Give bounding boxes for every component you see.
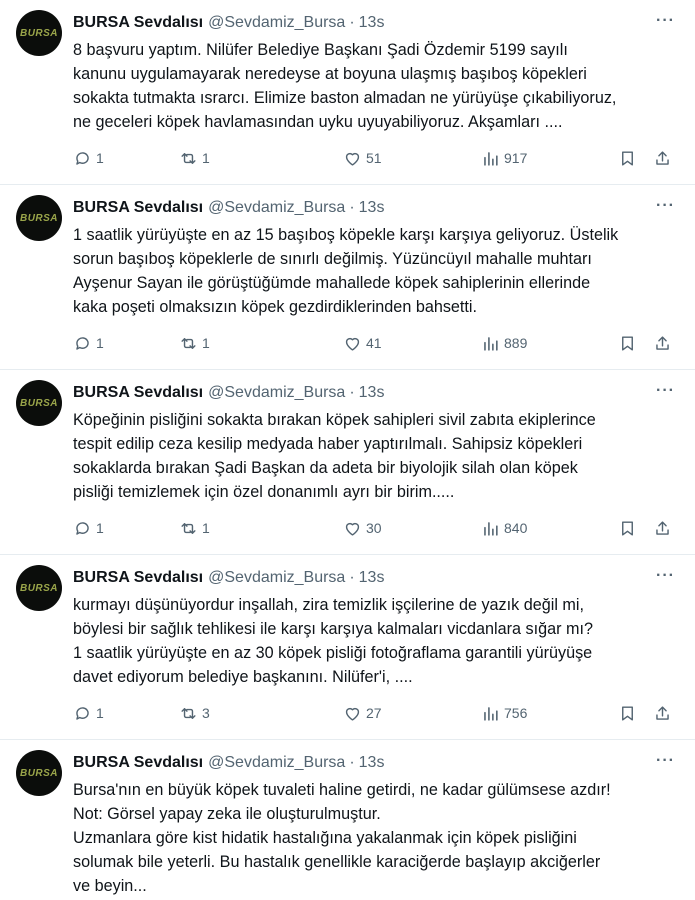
like-button[interactable] — [343, 146, 382, 170]
tweet-text: Bursa'nın en büyük köpek tuvaleti haline getirdi, ne kadar gülümsese azdır! Not: Görsel yapay zeka ile oluşturulmuştur. Uzmanlara göre kist hidatik hastalığına yakalanmak için köpek pisliğini solumak bile yeterli. Bu hastalık genellikle karaciğerde başlayıp akciğerler ve beyin... — [73, 781, 611, 895]
views-chart-icon — [481, 334, 500, 353]
user-handle[interactable]: @Sevdamiz_Bursa — [208, 569, 346, 586]
avatar[interactable] — [16, 750, 62, 796]
separator-dot: · — [349, 754, 355, 771]
view-count: 756 — [504, 705, 528, 721]
action-bar — [73, 516, 679, 540]
separator-dot: · — [349, 199, 355, 216]
retweet-icon — [179, 519, 198, 538]
share-icon — [653, 334, 672, 353]
reply-button[interactable] — [73, 146, 104, 170]
retweet-button[interactable] — [179, 146, 210, 170]
separator-dot: · — [349, 14, 355, 31]
timestamp[interactable]: 13s — [358, 754, 385, 771]
tweet-header — [73, 12, 679, 34]
action-bar — [73, 701, 679, 725]
view-count: 889 — [504, 335, 528, 351]
like-button[interactable] — [343, 331, 382, 355]
more-dots-icon[interactable]: ··· — [656, 197, 675, 214]
display-name[interactable]: BURSA Sevdalısı — [73, 14, 204, 31]
bookmark-icon — [618, 519, 637, 538]
reply-count: 1 — [96, 520, 104, 536]
avatar[interactable] — [16, 380, 62, 426]
display-name[interactable]: BURSA Sevdalısı — [73, 754, 204, 771]
retweet-count: 3 — [202, 705, 210, 721]
tweet-header — [73, 382, 679, 404]
timestamp[interactable]: 13s — [358, 569, 385, 586]
like-count: 41 — [366, 335, 382, 351]
action-bar — [73, 331, 679, 355]
user-handle[interactable]: @Sevdamiz_Bursa — [208, 199, 346, 216]
display-name[interactable]: BURSA Sevdalısı — [73, 199, 204, 216]
view-count: 840 — [504, 520, 528, 536]
retweet-button[interactable] — [179, 331, 210, 355]
like-count: 30 — [366, 520, 382, 536]
bookmark-button[interactable] — [618, 701, 637, 725]
share-button[interactable] — [653, 701, 672, 725]
display-name[interactable]: BURSA Sevdalısı — [73, 384, 204, 401]
retweet-count: 1 — [202, 520, 210, 536]
retweet-count: 1 — [202, 150, 210, 166]
user-handle[interactable]: @Sevdamiz_Bursa — [208, 384, 346, 401]
more-dots-icon[interactable]: ··· — [656, 567, 675, 584]
more-dots-icon[interactable]: ··· — [656, 382, 675, 399]
reply-icon — [73, 334, 92, 353]
views-button[interactable] — [481, 331, 527, 355]
heart-icon — [343, 334, 362, 353]
tweet-text: Köpeğinin pisliğini sokakta bırakan köpek sahipleri sivil zabıta ekiplerince tespit edilip ceza kesilip medyada haber yaptırılmalı. Sahipsiz köpekleri sokaklarda bırakan Şadi Başkan da adeta bir biyolojik silah olan köpek pisliği temizlemek için özel donanımlı ayrı bir birim..... — [73, 411, 596, 501]
tweet-header — [73, 567, 679, 589]
tweet[interactable] — [0, 555, 695, 740]
timestamp[interactable]: 13s — [358, 14, 385, 31]
reply-icon — [73, 149, 92, 168]
views-button[interactable] — [481, 516, 527, 540]
like-count: 27 — [366, 705, 382, 721]
reply-icon — [73, 519, 92, 538]
tweet[interactable] — [0, 185, 695, 370]
retweet-button[interactable] — [179, 701, 210, 725]
heart-icon — [343, 149, 362, 168]
avatar[interactable] — [16, 195, 62, 241]
share-button[interactable] — [653, 516, 672, 540]
retweet-icon — [179, 334, 198, 353]
retweet-icon — [179, 704, 198, 723]
tweet[interactable] — [0, 740, 695, 900]
like-count: 51 — [366, 150, 382, 166]
heart-icon — [343, 519, 362, 538]
tweet-text: 8 başvuru yaptım. Nilüfer Belediye Başkanı Şadi Özdemir 5199 sayılı kanunu uygulamayarak neredeyse at boyuna ulaşmış başıboş köpekleri sokakta tutmakta ısrarcı. Elimize baston almadan ne yürüyüşe çıkabiliyoruz, ne geceleri köpek havlamasından uyku uyuyabiliyoruz. Akşamları .... — [73, 41, 617, 131]
share-icon — [653, 519, 672, 538]
reply-count: 1 — [96, 705, 104, 721]
action-bar — [73, 146, 679, 170]
tweet-header — [73, 752, 679, 774]
bookmark-icon — [618, 334, 637, 353]
display-name[interactable]: BURSA Sevdalısı — [73, 569, 204, 586]
share-icon — [653, 704, 672, 723]
avatar-logo-text: BURSA — [19, 397, 59, 409]
views-button[interactable] — [481, 701, 527, 725]
tweet-header — [73, 197, 679, 219]
retweet-button[interactable] — [179, 516, 210, 540]
retweet-count: 1 — [202, 335, 210, 351]
user-handle[interactable]: @Sevdamiz_Bursa — [208, 754, 346, 771]
tweet[interactable] — [0, 0, 695, 185]
reply-button[interactable] — [73, 331, 104, 355]
bookmark-button[interactable] — [618, 516, 637, 540]
avatar-logo-text: BURSA — [19, 582, 59, 594]
avatar-logo-text: BURSA — [19, 767, 59, 779]
views-button[interactable] — [481, 146, 527, 170]
bookmark-button[interactable] — [618, 331, 637, 355]
retweet-icon — [179, 149, 198, 168]
tweet[interactable] — [0, 370, 695, 555]
avatar[interactable] — [16, 565, 62, 611]
like-button[interactable] — [343, 516, 382, 540]
timestamp[interactable]: 13s — [358, 384, 385, 401]
avatar-logo-text: BURSA — [19, 212, 59, 224]
views-chart-icon — [481, 149, 500, 168]
share-button[interactable] — [653, 146, 672, 170]
share-icon — [653, 149, 672, 168]
bookmark-icon — [618, 149, 637, 168]
bookmark-button[interactable] — [618, 146, 637, 170]
view-count: 917 — [504, 150, 528, 166]
bookmark-icon — [618, 704, 637, 723]
reply-button[interactable] — [73, 701, 104, 725]
separator-dot: · — [349, 384, 355, 401]
views-chart-icon — [481, 704, 500, 723]
reply-button[interactable] — [73, 516, 104, 540]
timestamp[interactable]: 13s — [358, 199, 385, 216]
separator-dot: · — [349, 569, 355, 586]
heart-icon — [343, 704, 362, 723]
reply-count: 1 — [96, 150, 104, 166]
avatar[interactable] — [16, 10, 62, 56]
tweet-text: kurmayı düşünüyordur inşallah, zira temizlik işçilerine de yazık değil mi, böylesi bir sağlık tehlikesi ile karşı karşıya kalmaları vicdanlara sığar mı? 1 saatlik yürüyüşte en az 30 köpek pisliği fotoğraflama garantili yürüyüşe davet ediyorum belediye başkanını. Nilüfer'i, .... — [73, 596, 593, 686]
reply-icon — [73, 704, 92, 723]
more-dots-icon[interactable]: ··· — [656, 12, 675, 29]
reply-count: 1 — [96, 335, 104, 351]
views-chart-icon — [481, 519, 500, 538]
share-button[interactable] — [653, 331, 672, 355]
more-dots-icon[interactable]: ··· — [656, 752, 675, 769]
like-button[interactable] — [343, 701, 382, 725]
tweet-text: 1 saatlik yürüyüşte en az 15 başıboş köpekle karşı karşıya geliyoruz. Üstelik sorun başıboş köpeklerle de sınırlı değilmiş. Yüzüncüyıl mahalle muhtarı Ayşenur Sayan ile görüştüğümde mahallede köpek sahiplerinin ellerinde kaka poşeti olmaksızın köpek gezdirdiklerinden bahsetti. — [73, 226, 619, 316]
avatar-logo-text: BURSA — [19, 27, 59, 39]
user-handle[interactable]: @Sevdamiz_Bursa — [208, 14, 346, 31]
